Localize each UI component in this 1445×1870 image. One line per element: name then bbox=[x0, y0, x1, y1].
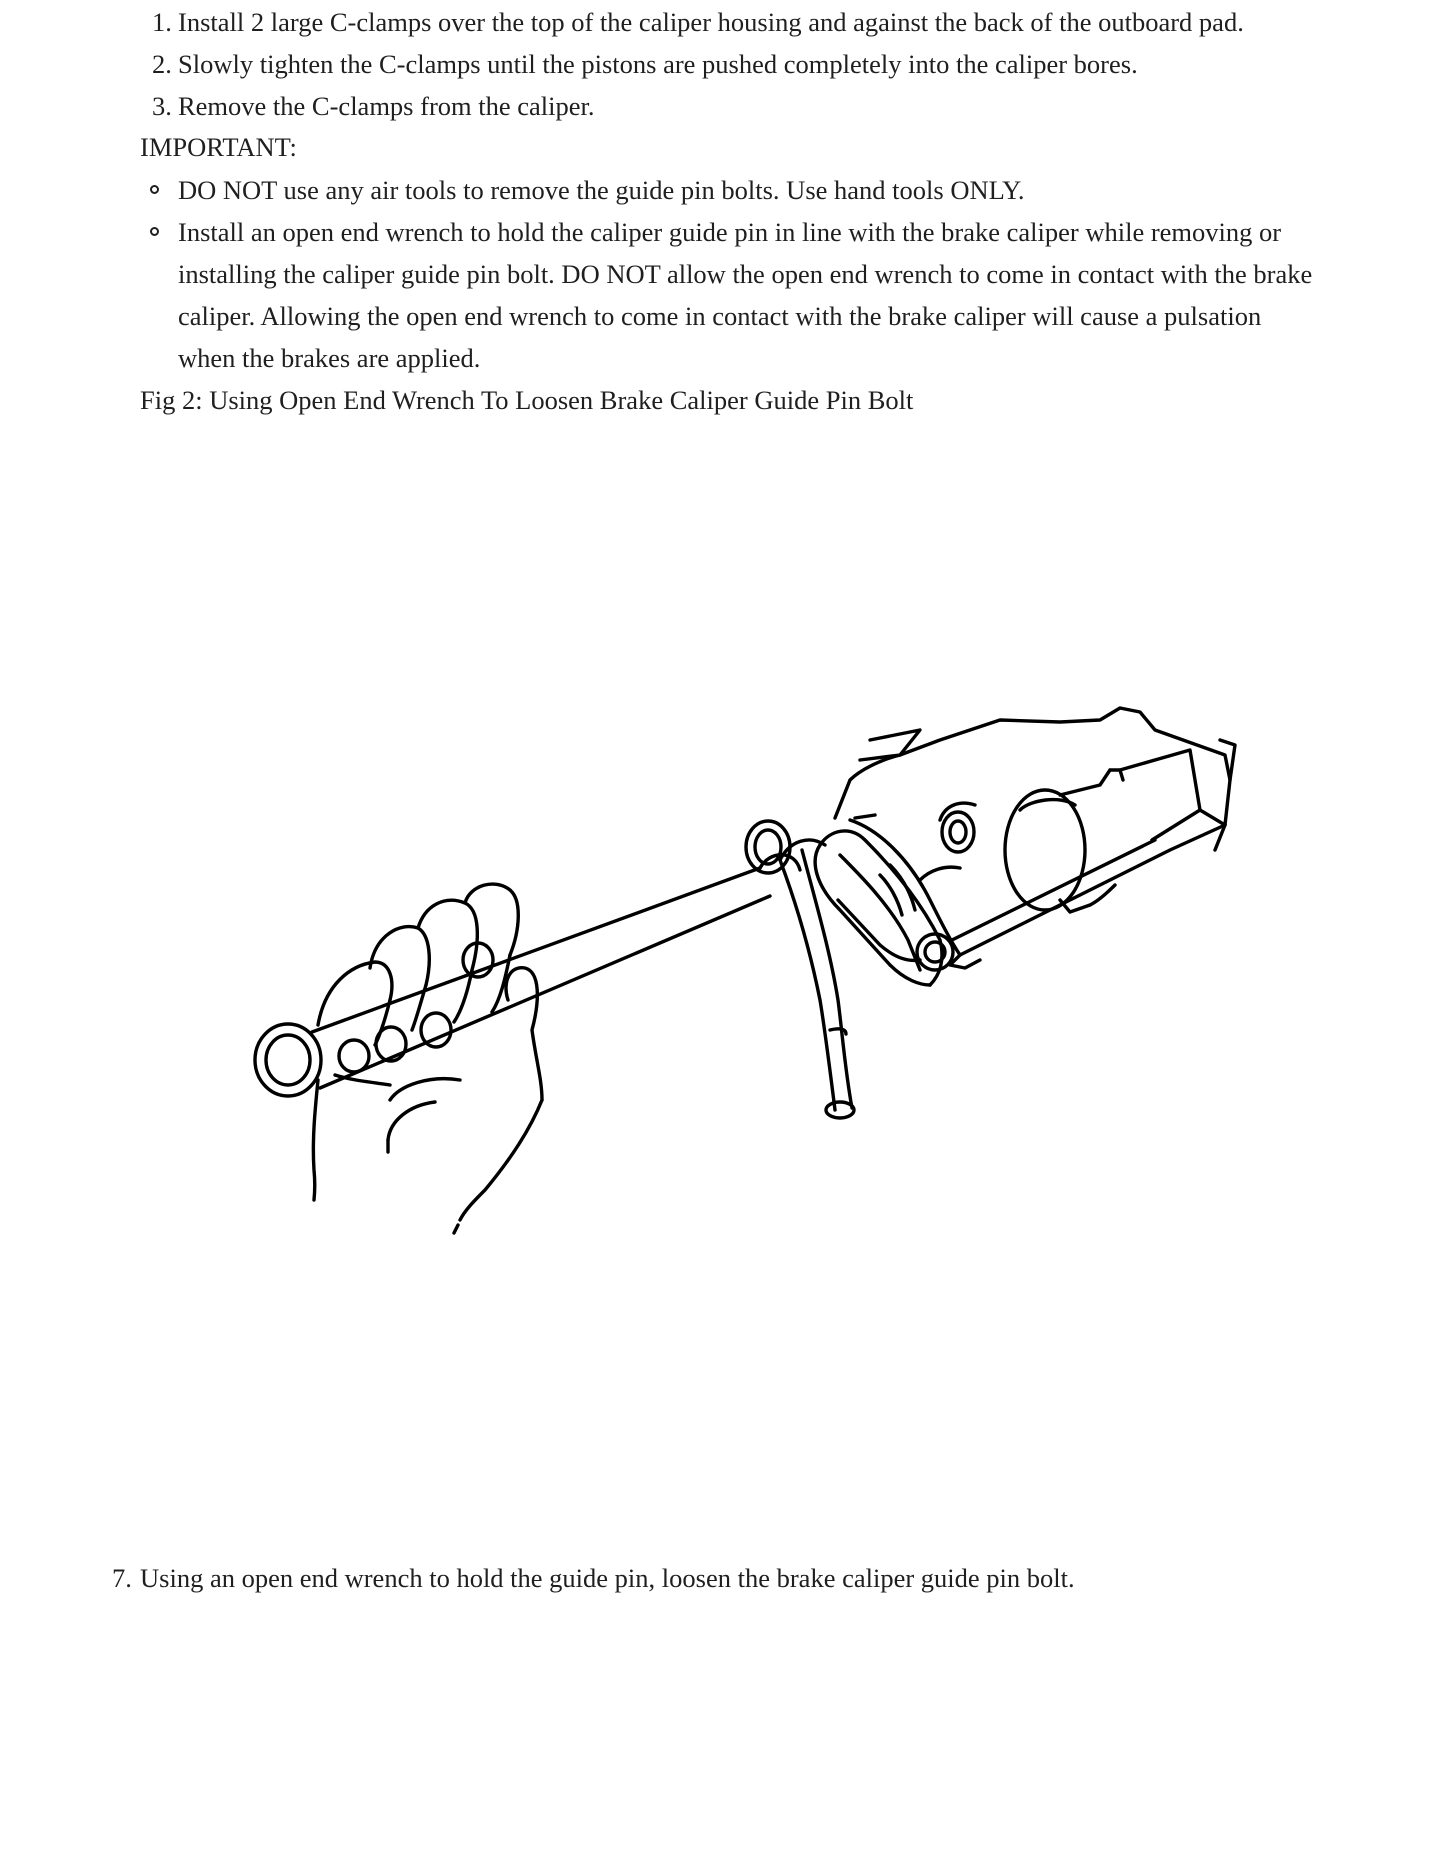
wrench-caliper-illustration bbox=[240, 700, 1240, 1250]
step-text: Remove the C-clamps from the caliper. bbox=[178, 91, 595, 121]
step-text: Using an open end wrench to hold the guide pin, loosen the brake caliper guide pin bolt. bbox=[140, 1563, 1075, 1593]
brake-caliper bbox=[815, 708, 1235, 985]
figure-caption: Fig 2: Using Open End Wrench To Loosen Brake Caliper Guide Pin Bolt bbox=[140, 385, 914, 415]
important-heading: IMPORTANT: bbox=[140, 132, 297, 162]
important-bullet-text: caliper. Allowing the open end wrench to come in contact with the brake caliper will cause a pulsation bbox=[178, 301, 1262, 331]
ratchet-handle bbox=[255, 821, 800, 1096]
bullet-marker bbox=[150, 227, 159, 236]
step-number: 7. bbox=[112, 1563, 132, 1593]
open-end-wrench bbox=[780, 840, 854, 1118]
step-number: 1. bbox=[152, 7, 172, 37]
important-bullet-text: Install an open end wrench to hold the caliper guide pin in line with the brake caliper while removing or bbox=[178, 217, 1282, 247]
important-bullet-text: installing the caliper guide pin bolt. DO NOT allow the open end wrench to come in contact with the brake bbox=[178, 259, 1313, 289]
step-number: 2. bbox=[152, 49, 172, 79]
important-bullet-text: when the brakes are applied. bbox=[178, 343, 481, 373]
important-bullet-text: DO NOT use any air tools to remove the guide pin bolts. Use hand tools ONLY. bbox=[178, 175, 1025, 205]
illustration-drawing bbox=[240, 700, 1240, 1250]
hand bbox=[313, 884, 542, 1233]
step-text: Slowly tighten the C-clamps until the pistons are pushed completely into the caliper bores. bbox=[178, 49, 1138, 79]
step-text: Install 2 large C-clamps over the top of the caliper housing and against the back of the outboard pad. bbox=[178, 7, 1244, 37]
bullet-marker bbox=[150, 185, 159, 194]
step-number: 3. bbox=[152, 91, 172, 121]
